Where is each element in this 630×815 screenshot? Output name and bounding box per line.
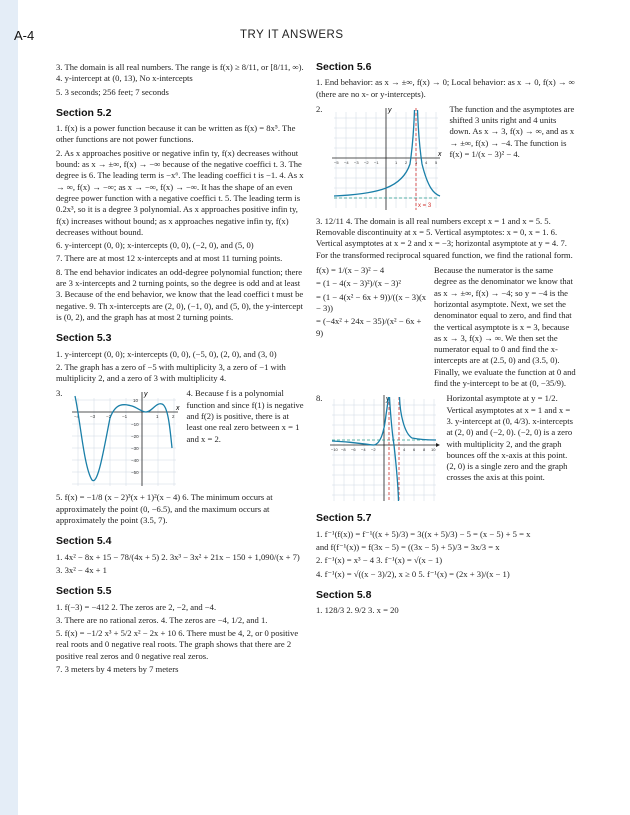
- page-number: A-4: [14, 28, 35, 43]
- right-column: [316, 62, 578, 618]
- x-axis-arrow: [436, 443, 440, 447]
- x-tick-label: 2: [172, 414, 175, 420]
- answer-paragraph: 1. f(x) is a power function because it can be written as f(x) = 8x⁵. The other functions are not power functions.: [56, 123, 296, 145]
- section-heading: Section 5.2: [56, 106, 112, 119]
- rational-function-graph: [328, 104, 443, 212]
- y-axis-label: y: [144, 391, 148, 399]
- x-tick-label: 8: [423, 447, 426, 453]
- x-tick-label: −3: [354, 159, 360, 165]
- x-tick-label: −2: [364, 159, 370, 165]
- answer-paragraph: and f(f⁻¹(x)) = f(3x − 5) = ((3x − 5) + 5)/3 = 3x/3 = x: [316, 541, 500, 552]
- figure-label: 2.: [316, 103, 323, 114]
- x-tick-label: −4: [361, 447, 367, 453]
- equation-explanation: Because the numerator is the same degree as the denominator we know that as x → ±∞, f(x) → −4; so y = −4 is the horizontal asymptote. Next, we set the denominator equal to zero, and find that the vertical asymptote is x = 3, because as x → 3, f(x) → ∞. We then set the numerator equal to 0 and find the x-intercepts are at (2.5, 0) and (3.5, 0). Finally, we evaluate the function at 0 and find the y-intercept to be at (0, −35/9).: [434, 265, 576, 389]
- answer-paragraph: 3. There are no rational zeros. 4. The zeros are −4, 1/2, and 1.: [56, 614, 268, 625]
- figure-row: [316, 393, 578, 503]
- answer-paragraph: 3. 3x² − 4x + 1: [56, 564, 107, 575]
- answer-paragraph: 3. 12/11 4. The domain is all real numbers except x = 1 and x = 5. 5. Removable discontinuity at x = 5. Vertical asymptotes: x = 0, x = 1. 6. Vertical asymptotes at x = 2 and x = −3; horizontal asymptote at y = 4. 7. For the transformed reciprocal squared function, we find the rational form.: [316, 215, 573, 260]
- equation-line: = (1 − 4(x − 3)²)/(x − 3)²: [316, 278, 401, 289]
- figure-caption: Horizontal asymptote at y = 1/2. Vertical asymptotes at x = 1 and x = 3. y-intercept at (0, 4/3). x-intercepts at (2, 0) and (−2, 0). (−2, 0) is a zero with multiplicity 2, and the graph bounces off the x-axis at this point. (2, 0) is a single zero and the graph crosses the axis at this point.: [446, 393, 573, 483]
- answer-paragraph: 4. f⁻¹(x) = √((x − 3)/2), x ≥ 0 5. f⁻¹(x) = (2x + 3)/(x − 1): [316, 568, 510, 579]
- answer-paragraph: 1. 4x² − 8x + 15 − 78/(4x + 5) 2. 3x³ − 3x² + 21x − 150 + 1,090/(x + 7): [56, 551, 300, 562]
- x-tick-label: 1: [395, 159, 398, 165]
- x-tick-label: 5: [435, 159, 438, 165]
- running-title: TRY IT ANSWERS: [240, 29, 344, 41]
- answer-paragraph: 7. 3 meters by 4 meters by 7 meters: [56, 663, 179, 674]
- x-tick-label: 4: [425, 159, 428, 165]
- asymptote-annotation: x = 3: [418, 202, 432, 209]
- y-tick-label: −50: [131, 470, 140, 476]
- answer-paragraph: 2. As x approaches positive or negative infin ty, f(x) decreases without bound: as x → ±∞, f(x) → −∞ because of the negative coeffici t. 3. The degree is 6. The leading term is −x⁶. The leading coeffici t is −1. 4. As x → ∞, f(x) → −∞; as x → −∞, f(x) → −∞. It has the shape of an even degree power function with a negative coeffici t. 5. The leading term is 0.2x³, so it is a degree 3 polynomial. As x approaches positive infin ty, f(x) increases without bound; as x approaches negative infin ty, f(x) decreases without bound.: [56, 147, 304, 237]
- figure-row: [316, 104, 578, 212]
- x-tick-label: −4: [344, 159, 350, 165]
- x-axis-label: x: [438, 150, 442, 158]
- x-tick-label: −2: [371, 447, 377, 453]
- answer-paragraph: 5. f(x) = −1/2 x³ + 5/2 x² − 2x + 10 6. There must be 4, 2, or 0 positive real roots and 0 negative real roots. The graph shows that there are 2 positive real zeros and 0 negative real zeros.: [56, 628, 299, 661]
- figure-label: 3.: [56, 388, 63, 399]
- x-tick-label: −4: [74, 414, 80, 420]
- equation-line: f(x) = 1/(x − 3)² − 4: [316, 265, 385, 276]
- y-tick-label: −40: [131, 458, 140, 464]
- y-tick-label: −10: [131, 422, 140, 428]
- answer-paragraph: 2. f⁻¹(x) = x³ − 4 3. f⁻¹(x) = √(x − 1): [316, 555, 443, 566]
- answer-paragraph: 5. 3 seconds; 256 feet; 7 seconds: [56, 86, 169, 97]
- answer-paragraph: 2. The graph has a zero of −5 with multiplicity 3, a zero of −1 with multiplicity 2, and a zero of 3 with multiplicity 4.: [56, 361, 286, 384]
- y-axis-label: y: [386, 396, 390, 404]
- x-tick-label: −2: [106, 414, 112, 420]
- answer-paragraph: 1. f⁻¹(f(x)) = f⁻¹((x + 5)/3) = 3((x + 5)/3) − 5 = (x − 5) + 5 = x: [316, 528, 531, 539]
- answer-paragraph: 1. End behavior: as x → ±∞, f(x) → 0; Local behavior: as x → 0, f(x) → ∞ (there are no x- or y-intercepts).: [316, 77, 575, 99]
- x-tick-label: −8: [341, 447, 347, 453]
- equation-row: [316, 265, 578, 389]
- curve-left-branch: [332, 397, 389, 445]
- answer-paragraph: 1. y-intercept (0, 0); x-intercepts (0, 0), (−5, 0), (2, 0), and (3, 0): [56, 348, 277, 359]
- rational-curve-right: [418, 110, 441, 196]
- answer-paragraph: 7. There are at most 12 x-intercepts and at most 11 turning points.: [56, 253, 283, 264]
- figure-label: 8.: [316, 393, 323, 404]
- y-tick-label: 10: [133, 398, 139, 404]
- x-tick-label: −10: [331, 447, 339, 453]
- equation-line: = (1 − 4(x² − 6x + 9))/((x − 3)(x − 3)): [316, 291, 427, 313]
- equation-line: = (−4x² + 24x − 35)/(x² − 6x + 9): [316, 316, 422, 338]
- x-tick-label: 6: [413, 447, 416, 453]
- x-tick-label: −6: [351, 447, 357, 453]
- x-tick-label: 3: [415, 159, 418, 165]
- answer-paragraph: 1. f(−3) = −412 2. The zeros are 2, −2, and −4.: [56, 601, 217, 612]
- figure-row: [56, 388, 304, 488]
- x-tick-label: −3: [90, 414, 96, 420]
- x-tick-label: −1: [122, 414, 128, 420]
- section-heading: Section 5.5: [56, 585, 112, 598]
- answer-paragraph: 6. y-intercept (0, 0); x-intercepts (0, 0), (−2, 0), and (5, 0): [56, 240, 254, 251]
- figure-caption: 4. Because f is a polynomial function and since f(1) is negative and f(2) is positive, there is at least one real zero between x = 1 and x = 2.: [186, 388, 304, 444]
- x-tick-label: −1: [374, 159, 380, 165]
- answer-paragraph: 1. 128/3 2. 9/2 3. x = 20: [316, 605, 399, 616]
- figure-caption: The function and the asymptotes are shifted 3 units right and 4 units down. As x → 3, f(x) → ∞, and as x → ±∞, f(x) → −4. The function is f(x) = 1/(x − 3)² − 4.: [449, 103, 575, 160]
- polynomial-graph: [68, 388, 180, 488]
- y-axis-label: y: [388, 106, 392, 114]
- rational-function-graph-8: [328, 393, 440, 503]
- x-tick-label: 4: [403, 447, 406, 453]
- x-tick-label: 10: [431, 447, 436, 453]
- y-tick-label: −30: [131, 446, 140, 452]
- x-tick-label: 2: [405, 159, 408, 165]
- equation-block: [316, 265, 428, 389]
- x-tick-label: 1: [156, 414, 159, 420]
- section-heading: Section 5.3: [56, 332, 112, 345]
- answer-paragraph: 8. The end behavior indicates an odd-degree polynomial function; there are 3 x-intercepts and 2 turning points, so the degree is odd and at least 3. Because of the end behavior, we know that the lead coeffici t must be negative. 9. Th x-intercepts are (2, 0), (−1, 0), and (5, 0), the y-intercept is (0, 2), and the graph has at most 2 turning points.: [56, 266, 304, 322]
- section-heading: Section 5.6: [316, 61, 372, 73]
- x-tick-label: −5: [334, 159, 340, 165]
- page-margin-bar: [0, 0, 18, 815]
- answer-paragraph: 3. The domain is all real numbers. The range is f(x) ≥ 8/11, or [8/11, ∞). 4. y-intercept at (0, 13), No x-intercepts: [56, 62, 304, 84]
- answer-paragraph: 5. f(x) = −1/8 (x − 2)³(x + 1)²(x − 4) 6. The minimum occurs at approximately the point (0, −6.5), and the maximum occurs at approximately the point (3.5, 7).: [56, 492, 273, 526]
- left-column: [56, 62, 304, 677]
- section-heading: Section 5.8: [316, 588, 372, 601]
- section-heading: Section 5.4: [56, 535, 112, 548]
- section-heading: Section 5.7: [316, 512, 372, 525]
- y-tick-label: −20: [131, 434, 140, 440]
- x-axis-label: x: [176, 405, 180, 413]
- curve-right-branch: [400, 397, 437, 440]
